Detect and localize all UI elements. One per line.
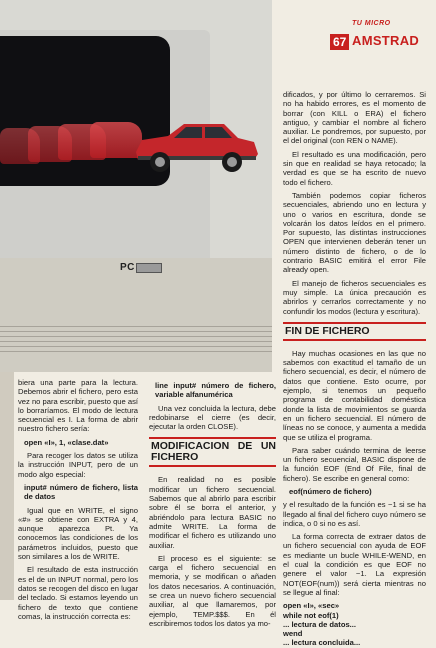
computer-base <box>0 258 272 372</box>
paragraph: Igual que en WRITE, el signo «#» se obtiene con EXTRA y 4, aunque aparezca Pt. Ya conocemos las condiciones de los parámetros incluidos, puesto que son similares a los de WRITE. <box>18 505 138 562</box>
paragraph: El resultado de esta instrucción es el de un INPUT normal, pero los datos se recogen del disco en lugar del teclado. Si estamos leyendo un fichero de texto que contiene comas, la instrucción correcta es: <box>18 565 138 621</box>
magazine-section: TU MICRO <box>352 20 391 27</box>
pc-badge <box>136 263 162 273</box>
paragraph: open «I», «sec» <box>283 601 340 611</box>
right-column-text-1 <box>283 90 426 316</box>
paragraph: input# número de fichero, lista de datos <box>24 482 138 502</box>
right-column <box>283 90 426 648</box>
paragraph: En realidad no es posible modificar un fichero secuencial. Sabemos que al abrirlo para escribir sobre él se borra el anterior, y abriéndolo para lectura BASIC no admite WRITE. La forma de modificar el fichero es utilizando uno auxiliar. <box>149 475 276 550</box>
paragraph: line input# número de fichero, variable alfanumérica <box>155 381 276 400</box>
paragraph: Hay muchas ocasiones en las que no sabemos con exactitud el tamaño de un fichero secuencial, es decir, el número de datos que contiene. Esto ocurre, por ejemplo, si tenemos un pequeño programa de contabilidad doméstica donde la lista de movimientos se guarda en un fichero secuencial. El número de líneas no se conoce, y aumenta a medida que se utiliza el programa. <box>283 348 426 442</box>
paragraph: Para saber cuándo termina de leerse un fichero secuencial, BASIC dispone de la función EOF (End Of File, final de fichero). Se escribe en general como: <box>283 445 426 483</box>
page-number: 67 <box>330 34 349 50</box>
column-b <box>149 378 276 632</box>
paragraph: eof(número de fichero) <box>289 486 372 496</box>
paragraph: biera una parte para la lectura. Debemos abrir el fichero, pero esta vez no para escribir, puesto que así lo borraríamos. El modo de lectura secuencial es I. La forma de abrir nuestro fichero sería: <box>18 378 138 434</box>
photo-computer-car <box>0 0 272 372</box>
right-column-text-2 <box>283 349 426 648</box>
magazine-brand: AMSTRAD <box>352 33 420 48</box>
red-car <box>132 118 260 174</box>
paragraph: El resultado es una modificación, pero sin que en realidad se haya retocado; la verdad es que se ha escrito de nuevo todo el fichero. <box>283 149 426 187</box>
paragraph: El manejo de ficheros secuenciales es muy simple. La única precaución es abrirlos y cerrarlos correctamente y no confundir los modos (lectura y escritura). <box>283 278 426 316</box>
paragraph: open «I», 1, «clase.dat» <box>24 437 109 447</box>
paragraph: y el resultado de la función es −1 si se ha llegado al final del fichero cuyo número se indica, o 0 si no es así. <box>283 500 426 528</box>
paragraph: La forma correcta de extraer datos de un fichero secuencial con ayuda de EOF es mediante un bucle WHILE-WEND, en el cual la condición es que EOF no genere el valor −1. La expresión NOT(EOF(num)) será cierta mientras no se llegue al final: <box>283 532 426 597</box>
paragraph: El proceso es el siguiente: se carga el fichero secuencial en memoria, y se modifican o añaden los datos necesarios. A continuación, se crea un nuevo fichero secuencial auxiliar, al que llamaremos, por ejemplo, TEMP.$$$. En él escribiremos todos los datos ya mo- <box>149 553 276 628</box>
heading-fin-de-fichero: FIN DE FICHERO <box>283 322 426 341</box>
column-a <box>18 378 138 625</box>
paragraph: while not eof(1) <box>283 610 339 620</box>
paragraph: Para recoger los datos se utiliza la instrucción INPUT, pero de un modo algo especial: <box>18 451 138 479</box>
paragraph: Una vez concluida la lectura, debe redobinarse el cierre (es decir, ejecutar la orden CLOSE). <box>149 403 276 432</box>
column-b-body <box>149 475 276 628</box>
computer-vents <box>0 322 272 352</box>
heading-modificacion: MODIFICACION DE UN FICHERO <box>149 437 276 467</box>
pc-label: PC <box>120 262 135 273</box>
paragraph: wend <box>283 629 303 639</box>
paragraph: ... lectura concluida... <box>283 638 361 648</box>
column-b-intro <box>149 381 276 431</box>
paragraph: dificados, y por último lo cerraremos. Si no ha habido errores, es el momento de borrar (con KILL o ERA) el fichero antiguo, y cambiar el nombre al fichero auxiliar. Le pondremos, por supuesto, por el del original (con REN o NAME). <box>283 90 426 146</box>
paragraph: También podemos copiar ficheros secuenciales, abriendo uno en lectura y uno o varios en escritura, donde se volcarán los datos leídos en el primero. Por supuesto, las distintas instrucciones OPEN que intervienen deberán tener un número distinto de fichero, o de lo contrario BASIC emitirá el error File already open. <box>283 190 426 275</box>
paragraph: ... lectura de datos... <box>283 619 357 629</box>
